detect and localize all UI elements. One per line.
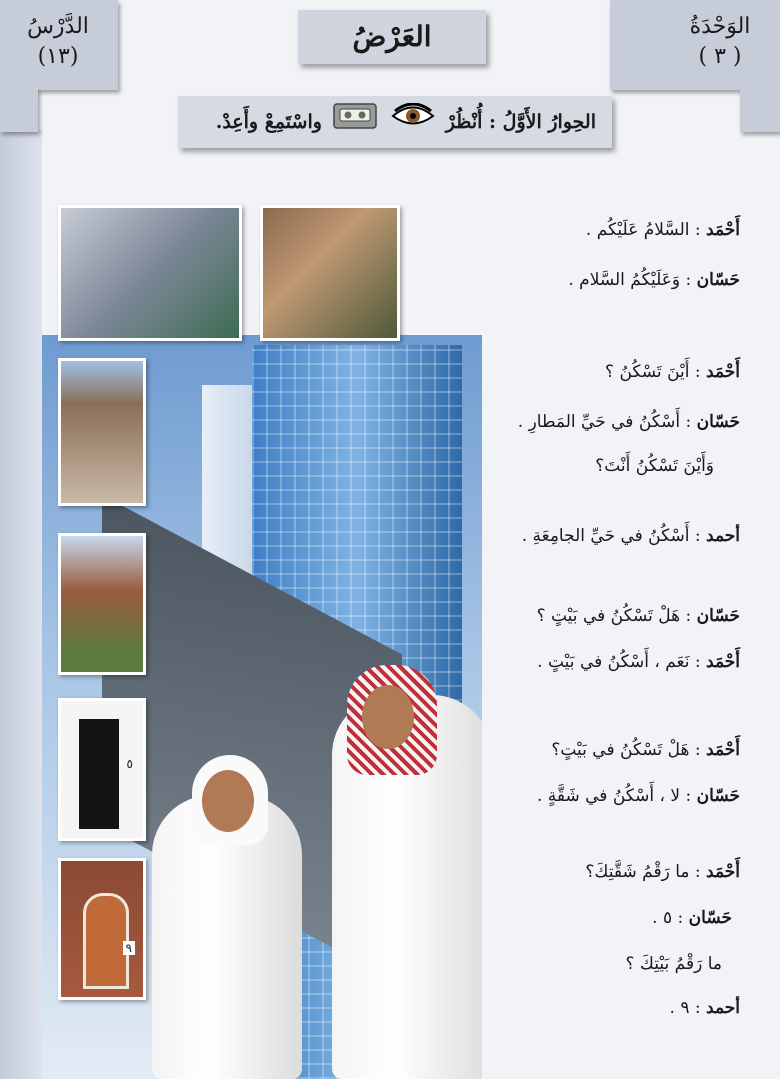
speaker: حَسّان — [696, 606, 740, 626]
speaker: حَسّان — [696, 786, 740, 806]
utterance: : لا ، أَسْكُنُ في شَقَّةٍ . — [536, 786, 697, 806]
left-margin-band — [0, 130, 42, 1079]
unit-tab-step — [740, 88, 780, 132]
man-left-face — [202, 770, 254, 832]
speaker: أَحْمَد — [706, 220, 740, 240]
speaker: حَسّان — [688, 908, 732, 928]
dialogue-line — [670, 998, 740, 1018]
speaker: أَحْمَد — [706, 740, 740, 760]
lesson-label: الدَّرْسُ — [27, 14, 89, 39]
photo-apartment-door — [58, 698, 146, 841]
speaker: حَسّان — [696, 412, 740, 432]
lesson-tab-step — [0, 88, 38, 132]
speaker: حَسّان — [696, 270, 740, 290]
utterance: : السَّلامُ عَلَيْكُم . — [585, 220, 707, 240]
dialogue-line — [551, 740, 740, 760]
speaker: أَحْمَد — [706, 362, 740, 382]
photo-apartment-tower — [58, 358, 146, 506]
eye-icon — [391, 97, 435, 149]
page-title: العَرْضُ — [298, 10, 486, 64]
unit-number: ( ٣ ) — [698, 44, 742, 69]
photo-house-door — [58, 858, 146, 1000]
utterance: : نَعَم ، أَسْكُنُ في بَيْتٍ . — [537, 652, 707, 672]
dialogue-line — [522, 526, 740, 546]
black-door — [79, 719, 119, 829]
utterance: : أَيْنَ تَسْكُنُ ؟ — [605, 362, 707, 382]
utterance: : ٥ . — [652, 908, 689, 928]
utterance: : أَسْكُنُ في حَيِّ الجامِعَةِ . — [521, 526, 707, 546]
dialogue-line — [626, 954, 723, 974]
door-number-label: ٩ — [123, 941, 135, 955]
dialogue-line — [595, 456, 714, 476]
cassette-icon — [333, 97, 377, 149]
utterance: : ٩ . — [669, 998, 707, 1018]
dialogue-line — [605, 362, 740, 382]
utterance: : هَلْ تَسْكُنُ في بَيْتٍ ؟ — [536, 606, 697, 626]
dialogue-line — [537, 606, 740, 626]
utterance: ما رَقْمُ بَيْتِكَ ؟ — [625, 954, 722, 974]
utterance: : وَعَلَيْكُمُ السَّلام . — [568, 270, 697, 290]
dialogue-line — [518, 412, 740, 432]
utterance: : أَسْكُنُ في حَيِّ المَطارِ . — [517, 412, 697, 432]
instruction-part2: واسْتَمِعْ وأَعِدْ. — [215, 111, 322, 133]
speaker: أحمد — [706, 526, 740, 546]
dialogue-line — [652, 908, 732, 928]
man-right-face — [362, 685, 414, 749]
door-number-label: ٥ — [126, 757, 133, 771]
photo-aerial-city — [260, 205, 400, 341]
lesson-number: (١٣) — [37, 44, 79, 69]
unit-label: الوَحْدَةُ — [689, 14, 751, 39]
instruction-part1: الحِوارُ الأَوَّلُ : أُنْظُرْ — [445, 111, 596, 133]
dialogue-line — [586, 220, 740, 240]
dialogue-line — [537, 652, 740, 672]
speaker: أَحْمَد — [706, 862, 740, 882]
speaker: أحمد — [706, 998, 740, 1018]
utterance: وَأَيْنَ تَسْكُنُ أَنْتَ؟ — [595, 456, 714, 476]
dialogue-line — [568, 270, 740, 290]
instruction-banner — [178, 96, 612, 148]
speaker: أَحْمَد — [706, 652, 740, 672]
utterance: : ما رَقْمُ شَقَّتِكَ؟ — [585, 862, 707, 882]
utterance: : هَلْ تَسْكُنُ في بَيْتٍ؟ — [551, 740, 707, 760]
lesson-label-group — [8, 12, 108, 72]
dialogue-line — [585, 862, 740, 882]
photo-modern-building — [58, 205, 242, 341]
unit-label-group — [670, 12, 770, 72]
photo-house — [58, 533, 146, 675]
dialogue-line — [537, 786, 740, 806]
